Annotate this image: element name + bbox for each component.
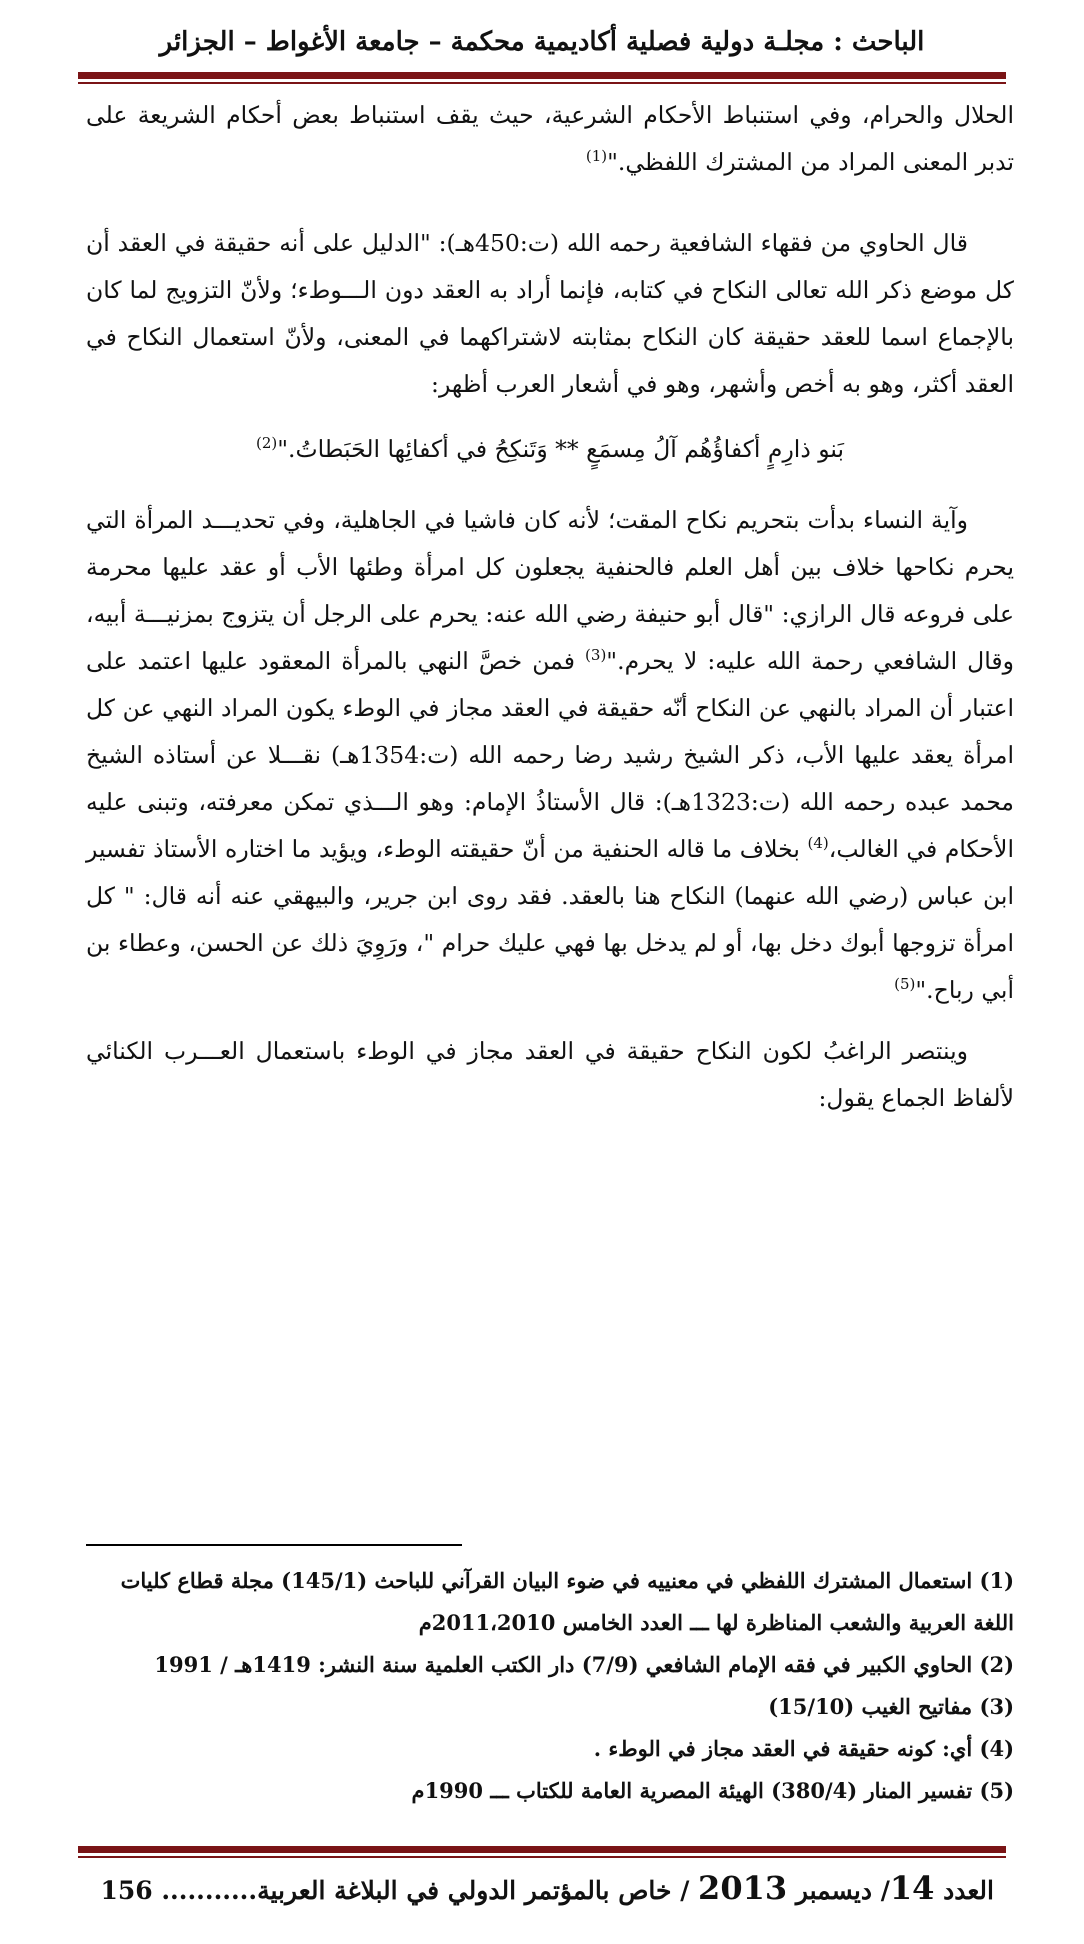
paragraph-3-text-c: بخلاف ما قاله الحنفية من أنّ حقيقته الوطء، ويؤيد ما اختاره الأستاذ تفسير ابن عباس (رضي الله عنهما) النكاح هنا بالعقد. فقد روى ابن جرير، والبيهقي عنه أنه قال: " كل امرأة تزوجها أبوك دخل بها، أو لم يدخل بها فهي عليك حرام "، ورَوِيَ ذلك عن الحسن، وعطاء بن أبي رباح.": [86, 835, 1014, 1004]
footnote-ref-5: (5): [894, 975, 916, 994]
footnote-ref-4: (4): [807, 834, 829, 853]
issue-label: العدد: [943, 1876, 994, 1905]
footer-rule-thin: [78, 1856, 1006, 1858]
paragraph-1: [86, 92, 1014, 186]
issue-month: / ديسمبر: [795, 1876, 890, 1905]
footnote-ref-3: (3): [585, 646, 607, 665]
footer-text: / خاص بالمؤتمر الدولي في البلاغة العربية...........: [161, 1876, 690, 1905]
paragraph-3-text-a: وآية النساء بدأت بتحريم نكاح المقت؛ لأنه كان فاشيا في الجاهلية، وفي تحديـــد المرأة التي يحرم نكاحها خلاف بين أهل العلم فالحنفية يجعلون كل امرأة وطئها الأب أو عقد عليها محرمة على فروعه قال الرازي: "قال أبو حنيفة رضي الله عنه: يحرم على الرجل أن يتزوج بمزنيـــة أبيه، وقال الشافعي رحمة الله عليه: لا يحرم.": [86, 506, 1014, 675]
footnote-ref-2: (2): [255, 434, 278, 453]
paragraph-2: قال الحاوي من فقهاء الشافعية رحمه الله (ت:450هـ): "الدليل على أنه حقيقة في العقد أن كل موضع ذكر الله تعالى النكاح في كتابه، فإنما أراد به العقد دون الـــوطء؛ ولأنّ التزويج لما كان بالإجماع اسما للعقد حقيقة كان النكاح بمثابته لاشتراكهما في المعنى، ولأنّ استعمال النكاح في العقد أكثر، وهو به أخص وأشهر، وهو في أشعار العرب أظهر:: [86, 229, 1014, 398]
paragraph-3-text-b: فمن خصَّ النهي بالمرأة المعقود عليها اعتمد على اعتبار أن المراد بالنهي عن النكاح أنّه حقيقة في العقد مجاز في الوطء يكون المراد النهي عن كل امرأة يعقد عليها الأب، ذكر الشيخ رشيد رضا رحمه الله (ت:1354هـ) نقـــلا عن أستاذه الشيخ محمد عبده رحمه الله (ت:1323هـ): قال الأستاذُ الإمام: وهو الـــذي تمكن معرفته، وتبنى عليه الأحكام في الغالب،: [86, 647, 1015, 863]
page-footer: [90, 1868, 994, 1911]
issue-year: 2013: [698, 1869, 788, 1907]
poem-verse: [86, 426, 1014, 473]
footnote-5: (5) تفسير المنار (380/4) الهيئة المصرية العامة للكتاب ـــ 1990م: [411, 1778, 1014, 1803]
footnotes: [86, 1560, 1014, 1812]
page-header: الباحث : مجلـة دولية فصلية أكاديمية محكمة – جامعة الأغواط – الجزائر: [159, 27, 925, 57]
footnote-separator: [86, 1544, 462, 1546]
footnote-2: (2) الحاوي الكبير في فقه الإمام الشافعي (7/9) دار الكتب العلمية سنة النشر: 1419هـ / 1991: [154, 1652, 1014, 1677]
footnote-1: (1) استعمال المشترك اللفظي في معنييه في ضوء البيان القرآني للباحث (145/1) مجلة قطاع كليات اللغة العربية والشعب المناظرة لها ـــ العدد الخامس 2011،2010م: [120, 1568, 1014, 1635]
footnote-4: (4) أي: كونه حقيقة في العقد مجاز في الوطء .: [593, 1736, 1014, 1761]
header-rule-thick: [78, 72, 1006, 79]
page-number: 156: [100, 1876, 153, 1905]
header-rule-thin: [78, 82, 1006, 84]
footer-rule-thick: [78, 1846, 1006, 1853]
paragraph-3: [86, 497, 1014, 1014]
footnote-3: (3) مفاتيح الغيب (15/10): [768, 1694, 1014, 1719]
article-body: [86, 92, 1014, 1122]
issue-number: 14: [889, 1869, 935, 1907]
paragraph-1-text: الحلال والحرام، وفي استنباط الأحكام الشرعية، حيث يقف استنباط بعض أحكام الشريعة على تدبر المعنى المراد من المشترك اللفظي.": [86, 101, 1014, 176]
poem-text: بَنو ذارِمٍ أكفاؤُهُم آلُ مِسمَعٍ ** وَتَنكِحُ في أكفائِها الحَبَطاتُ.": [277, 435, 845, 463]
paragraph-4: وينتصر الراغبُ لكون النكاح حقيقة في العقد مجاز في الوطء باستعمال العـــرب الكنائي لألفاظ الجماع يقول:: [86, 1037, 1014, 1112]
footnote-ref-1: (1): [585, 147, 608, 166]
